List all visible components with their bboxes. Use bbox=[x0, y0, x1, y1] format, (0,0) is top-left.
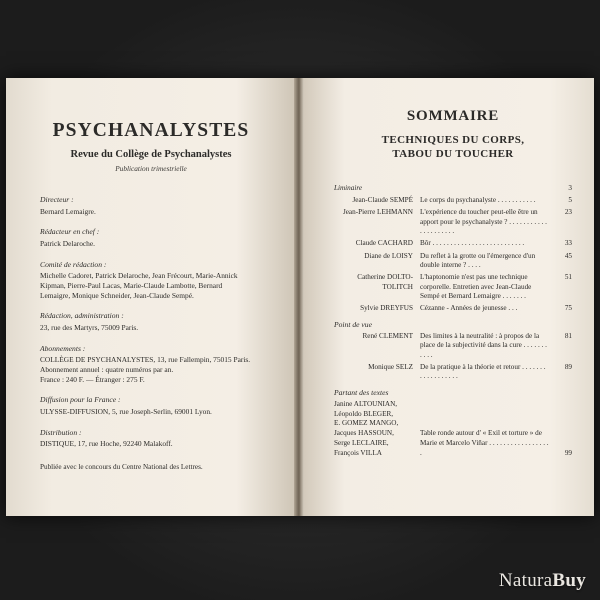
block-heading: Rédaction, administration : bbox=[40, 311, 124, 321]
toc-title: Du reflet à la grotte ou l'émergence d'un double interne ? . . . . bbox=[420, 251, 536, 270]
block-line: 23, rue des Martyrs, 75009 Paris. bbox=[40, 322, 139, 332]
masthead bbox=[40, 120, 262, 471]
section-page: 3 bbox=[568, 183, 572, 192]
toc-entry[interactable] bbox=[334, 239, 572, 248]
toc-page: 51 bbox=[564, 273, 572, 282]
toc-entry[interactable] bbox=[334, 273, 572, 301]
block-heading: Comité de rédaction : bbox=[40, 259, 107, 269]
roundtable-page: 99 bbox=[564, 449, 572, 458]
masthead-block bbox=[40, 395, 262, 416]
block-heading: Diffusion pour la France : bbox=[40, 395, 121, 405]
toc-page: 45 bbox=[564, 251, 572, 260]
toc-title: Le corps du psychanalyste . . . . . . . . . . . bbox=[420, 195, 536, 204]
masthead-block bbox=[40, 195, 262, 216]
block-line: COLLÈGE DE PSYCHANALYSTES, 13, rue Fallempin, 75015 Paris. bbox=[40, 355, 251, 365]
toc-author: Sylvie DREYFUS bbox=[360, 304, 413, 313]
left-page bbox=[6, 78, 294, 516]
toc-page: 75 bbox=[564, 304, 572, 313]
toc-title: Cézanne - Années de jeunesse . . . bbox=[420, 304, 518, 313]
issue-title bbox=[334, 134, 572, 162]
roundtable-authors bbox=[334, 400, 420, 460]
watermark-part-1: Natura bbox=[498, 570, 553, 591]
block-line: ULYSSE-DIFFUSION, 5, rue Joseph-Serlin, 69001 Lyon. bbox=[40, 406, 212, 416]
toc-entry[interactable] bbox=[334, 363, 572, 382]
block-line: Lemaigre, Monique Schneider, Jean-Claude Sempé. bbox=[40, 290, 194, 300]
toc-author: Catherine DOLTO-TOLITCH bbox=[357, 273, 413, 291]
author-line: E. GOMEZ MANGO, bbox=[334, 419, 399, 428]
right-page bbox=[304, 78, 594, 516]
toc-author: René CLEMENT bbox=[362, 331, 413, 340]
block-line: Patrick Delaroche. bbox=[40, 238, 95, 248]
toc-title: Des limites à la neutralité : à propos de la place de la subjectivité dans la cure . . . . . . . . . . . bbox=[420, 331, 547, 359]
block-heading: Directeur : bbox=[40, 195, 74, 204]
toc-entry[interactable] bbox=[334, 252, 572, 271]
toc-entry[interactable] bbox=[334, 304, 572, 313]
toc-entry[interactable] bbox=[334, 208, 572, 236]
toc-section-header bbox=[334, 184, 572, 193]
block-line: Kipman, Pierre-Paul Lacas, Marie-Claude Lambotte, Bernard bbox=[40, 280, 223, 290]
author-line: Serge LECLAIRE, bbox=[334, 439, 389, 448]
toc-author: Claude CACHARD bbox=[355, 239, 413, 248]
toc-page: 81 bbox=[564, 331, 572, 340]
block-line: Michelle Cadoret, Patrick Delaroche, Jean Frécourt, Marie-Annick bbox=[40, 271, 238, 281]
section-label-point-de-vue: Point de vue bbox=[334, 319, 372, 329]
open-book bbox=[6, 78, 594, 516]
toc-page: 89 bbox=[564, 362, 572, 371]
block-heading: Abonnements : bbox=[40, 343, 86, 353]
toc-author: Monique SELZ bbox=[368, 362, 413, 371]
toc-entry[interactable] bbox=[334, 196, 572, 205]
issue-title-line-1: TECHNIQUES DU CORPS, bbox=[381, 134, 525, 146]
masthead-block bbox=[40, 428, 262, 449]
toc-author: Jean-Pierre LEHMANN bbox=[342, 208, 413, 217]
block-line: Bernard Lemaigre. bbox=[40, 206, 96, 216]
section-label: Liminaire bbox=[334, 183, 363, 192]
author-line: François VILLA bbox=[334, 449, 382, 458]
masthead-block bbox=[40, 227, 262, 248]
masthead-block bbox=[40, 260, 262, 301]
cnl-credit: Publiée avec le concours du Centre National des Lettres. bbox=[40, 463, 203, 472]
toc-author: Diane de LOISY bbox=[364, 251, 413, 260]
watermark bbox=[499, 570, 586, 592]
toc-entry-roundtable[interactable] bbox=[334, 400, 572, 460]
journal-periodicity: Publication trimestrielle bbox=[115, 164, 187, 173]
roundtable-title: Table ronde autour d' « Exil et torture » de Marie et Marcelo Viñar . . . . . . . . . . . . . . . . . . bbox=[420, 429, 549, 458]
journal-title: PSYCHANALYSTES bbox=[52, 120, 250, 141]
toc-entry[interactable] bbox=[334, 332, 572, 360]
journal-subtitle: Revue du Collège de Psychanalystes bbox=[70, 149, 232, 160]
block-heading: Rédacteur en chef : bbox=[40, 227, 100, 237]
masthead-block bbox=[40, 311, 262, 332]
block-heading: Distribution : bbox=[40, 427, 82, 437]
toc-page: 5 bbox=[568, 195, 572, 204]
author-line: Janine ALTOUNIAN, bbox=[334, 399, 398, 408]
toc-page: 23 bbox=[564, 208, 572, 217]
issue-title-line-2: TABOU DU TOUCHER bbox=[392, 147, 514, 160]
toc-title: De la pratique à la théorie et retour . . . . . . . . . . . . . . . . . . bbox=[420, 362, 546, 381]
watermark-part-2: Buy bbox=[552, 570, 586, 591]
book-gutter bbox=[294, 78, 304, 516]
block-line: France : 240 F. — Étranger : 275 F. bbox=[40, 374, 145, 384]
author-line: Jacques HASSOUN, bbox=[334, 429, 394, 438]
table-of-contents bbox=[334, 108, 572, 459]
toc-title: Bôr . . . . . . . . . . . . . . . . . . . . . . . . . . bbox=[420, 239, 525, 248]
toc-author: Jean-Claude SEMPÉ bbox=[352, 195, 413, 204]
block-line: DISTIQUE, 17, rue Hoche, 92240 Malakoff. bbox=[40, 439, 173, 449]
toc-title: L'haptonomie n'est pas une technique corporelle. Entretien avec Jean-Claude Sempé et Bernard Lemaigre . . . . . . . bbox=[420, 273, 532, 301]
toc-page: 33 bbox=[564, 239, 572, 248]
block-line: Abonnement annuel : quatre numéros par an. bbox=[40, 364, 174, 374]
section-label-partant-des-textes: Partant des textes bbox=[334, 387, 389, 397]
sommaire-heading: SOMMAIRE bbox=[406, 108, 500, 124]
masthead-block bbox=[40, 344, 262, 385]
author-line: Léopoldo BLEGER, bbox=[334, 409, 394, 418]
toc-title: L'expérience du toucher peut-elle être un apport pour le psychanalyste ? . . . . . . . . . . . . . . . . . . . . . bbox=[420, 208, 547, 235]
